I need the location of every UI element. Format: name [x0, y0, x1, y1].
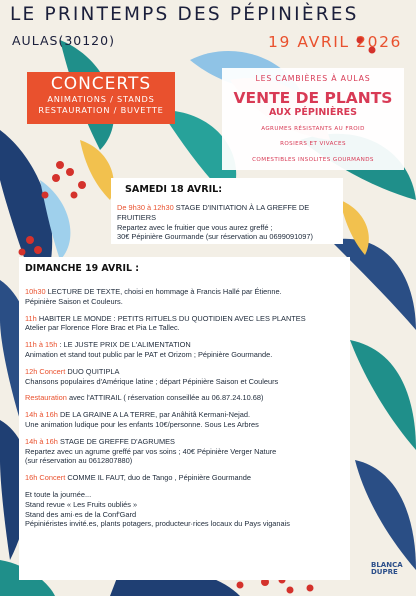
- event-time: Restauration: [25, 393, 67, 403]
- vente-subtitle: LES CAMBIÈRES À AULAS: [255, 74, 371, 83]
- footer-line: Stand des ami·es de la Conf'Gard: [25, 509, 137, 519]
- saturday-title: STAGE D'INITIATION À LA GREFFE DE FRUITIERS: [117, 203, 310, 222]
- footer-line: Et toute la journée...: [25, 489, 92, 499]
- event-time: 14h à 16h: [25, 410, 58, 420]
- concerts-box: [27, 72, 175, 124]
- event-title: : LE JUSTE PRIX DE L'ALIMENTATION: [57, 340, 191, 350]
- event-time: 16h Concert: [25, 473, 66, 483]
- concerts-title: CONCERTS: [50, 74, 152, 94]
- vente-item: COMESTIBLES INSOLITES GOURMANDS: [252, 156, 374, 163]
- event-detail: Chansons populaires d'Amérique latine ; départ Pépinière Saison et Couleurs: [25, 376, 279, 386]
- sunday-event: [25, 287, 344, 307]
- event-time: 14h à 16h: [25, 436, 58, 446]
- sunday-event: [25, 437, 344, 466]
- event-detail: Repartez avec un agrume greffé par vos soins ; 40€ Pépinière Verger Nature: [25, 446, 277, 456]
- location: AULAS(30120): [12, 33, 115, 48]
- event-time: 10h30: [25, 287, 46, 296]
- artist-credit: [371, 562, 403, 576]
- saturday-time: De 9h30 à 12h30: [117, 203, 174, 212]
- credit-line: DUPRE: [371, 568, 398, 576]
- footer-line: Pépiniéristes invité.es, plants potagers, producteur·rices locaux du Pays viganais: [25, 519, 290, 529]
- event-title: STAGE DE GREFFE D'AGRUMES: [57, 436, 175, 446]
- event-title: LECTURE DE TEXTE, choisi en hommage à Francis Hallé par Étienne.: [45, 287, 282, 296]
- event-time: 11h: [25, 313, 37, 323]
- sunday-event: [25, 314, 344, 334]
- sunday-event: [25, 340, 344, 360]
- event-detail: Atelier par Florence Flore Brac et Pia Le Tallec.: [25, 323, 180, 333]
- sunday-event: [25, 410, 344, 430]
- footer-line: Stand revue « Les Fruits oubliés »: [25, 499, 138, 509]
- vente-box: [222, 72, 404, 170]
- event-title: DE LA GRAINE A LA TERRE, par Anâhitâ Kermani-Nejad.: [57, 410, 251, 420]
- saturday-box: [111, 178, 343, 244]
- event-title: DUO QUITIPLA: [65, 366, 120, 376]
- vente-title: VENTE DE PLANTS: [233, 89, 393, 107]
- poster-title: LE PRINTEMPS DES PÉPINIÈRES: [10, 4, 359, 25]
- event-title: COMME IL FAUT, duo de Tango , Pépinière Gourmande: [65, 473, 251, 483]
- vente-item: ROSIERS ET VIVACES: [280, 141, 346, 148]
- event-detail: (sur réservation au 0612807880): [25, 456, 133, 466]
- sunday-box: [19, 257, 350, 580]
- event-title: HABITER LE MONDE : PETITS RITUELS DU QUOTIDIEN AVEC LES PLANTES: [36, 313, 306, 323]
- sunday-footer: [25, 490, 344, 529]
- vente-title2: AUX PÉPINIÈRES: [269, 107, 357, 118]
- vente-item: AGRUMES RÉSISTANTS AU FROID: [261, 126, 365, 132]
- event-time: 12h Concert: [25, 366, 66, 376]
- event-detail: Animation et stand tout public par le PAT et Orizom ; Pépinière Gourmande.: [25, 349, 273, 359]
- saturday-line3: 30€ Pépinière Gourmande (sur réservation au 0699091097): [117, 232, 313, 242]
- event-detail: Pépinière Saison et Couleurs.: [25, 296, 123, 306]
- sunday-event: [25, 473, 344, 483]
- saturday-line2: Repartez avec le fruitier que vous aurez greffé ;: [117, 222, 273, 232]
- event-title: avec l'ATTIRAIL ( réservation conseillée au 06.87.24.10.68): [66, 393, 264, 403]
- event-date: 19 AVRIL 2026: [267, 33, 402, 51]
- credit-line: BLANCA: [371, 561, 403, 569]
- event-time: 11h à 15h: [25, 340, 58, 350]
- sunday-event: [25, 367, 344, 387]
- sunday-heading: DIMANCHE 19 AVRIL :: [25, 263, 139, 274]
- saturday-heading: SAMEDI 18 AVRIL:: [125, 184, 223, 195]
- sunday-event: [25, 393, 344, 403]
- concerts-line2: RESTAURATION / BUVETTE: [38, 105, 164, 115]
- saturday-line1: [117, 203, 337, 223]
- concerts-line1: ANIMATIONS / STANDS: [47, 94, 155, 104]
- event-detail: Une animation ludique pour les enfants 10€/personne. Sous Les Arbres: [25, 419, 259, 429]
